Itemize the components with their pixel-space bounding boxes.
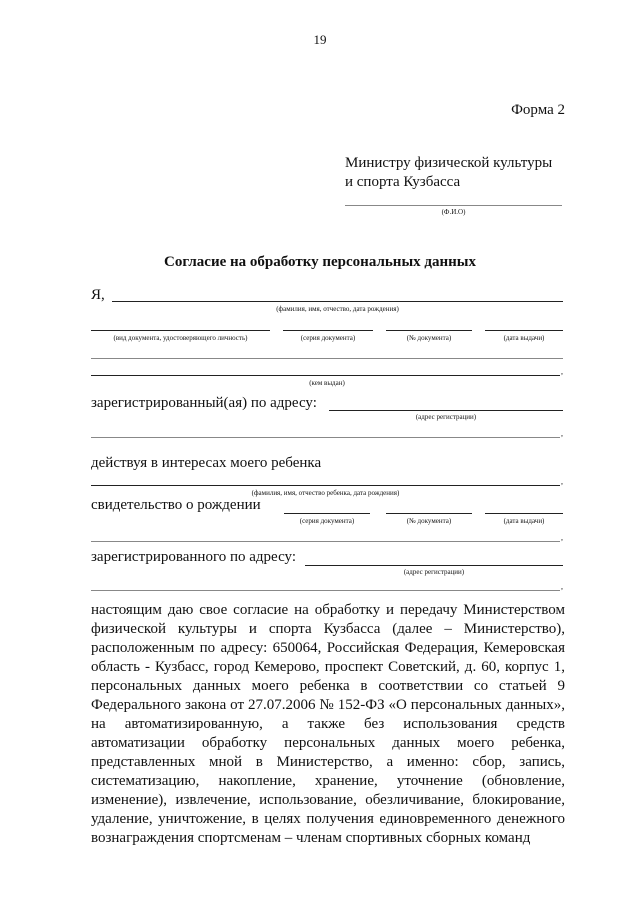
doc-type-caption: (вид документа, удостоверяющего личность) <box>113 334 248 342</box>
child-reg-address-line-2[interactable] <box>91 590 560 591</box>
reg-address-line-2[interactable] <box>91 437 560 438</box>
doc-number-caption: (№ документа) <box>406 334 452 342</box>
doc-number-line[interactable] <box>386 330 472 331</box>
issued-by-line-2[interactable] <box>91 375 560 376</box>
issue-date-line[interactable] <box>485 330 563 331</box>
child-registered-label: зарегистрированного по адресу: <box>91 549 296 565</box>
page-number: 19 <box>313 32 327 47</box>
doc-series-caption: (серия документа) <box>300 334 356 342</box>
consent-body-text: настоящим даю свое согласие на обработку и передачу Министерством физической культуры и спорта Кузбасса (далее – Министерство), расположенным по адресу: 650064, Российская Федерация, Кемеровская область - Кузбасс, город Кемерово, проспект Советский, д. 60, корпус 1, персональных данных моего ребенка в соответствии со статьей 9 Федерального закона от 27.07.2006 № 152-ФЗ «О персональных данных», на автоматизированную, а также без использования средств автоматизации обработку персональных данных моего ребенка, представленных мной в Министерство, а именно: сбор, запись, систематизацию, накопление, хранение, уточнение (обновление, изменение), извлечение, использование, обезличивание, блокирование, удаление, уничтожение, в целях получения единовременного денежного вознаграждения спортсменам – членам спортивных сборных команд <box>91 602 565 846</box>
doc-type-line[interactable] <box>91 330 270 331</box>
doc-series-line[interactable] <box>283 330 373 331</box>
document-title: Согласие на обработку персональных данных <box>163 254 476 270</box>
child-reg-address-line[interactable] <box>305 565 563 566</box>
child-fio-caption: (фамилия, имя, отчество ребенка, дата рождения) <box>251 489 400 497</box>
cert-series-caption: (серия документа) <box>299 517 355 525</box>
cert-number-caption: (№ документа) <box>406 517 452 525</box>
registered-label: зарегистрированный(ая) по адресу: <box>91 395 317 411</box>
fio-field-line[interactable] <box>112 301 563 302</box>
birth-cert-label: свидетельство о рождении <box>91 497 261 513</box>
issued-by-caption: (кем выдан) <box>309 379 345 387</box>
reg-address-line[interactable] <box>329 410 563 411</box>
cert-date-line[interactable] <box>485 513 563 514</box>
ya-label: Я, <box>91 287 105 303</box>
fio-caption: (фамилия, имя, отчество, дата рождения) <box>276 305 399 313</box>
child-reg-address-caption: (адрес регистрации) <box>403 568 465 576</box>
form-label: Форма 2 <box>511 102 565 118</box>
reg-address-caption: (адрес регистрации) <box>415 413 477 421</box>
comma: , <box>561 582 563 591</box>
comma: , <box>561 367 563 376</box>
child-fio-line[interactable] <box>91 485 560 486</box>
birth-cert-line-2[interactable] <box>91 541 560 542</box>
recipient-block <box>345 154 552 192</box>
recipient-line-2: и спорта Кузбасса <box>345 174 461 190</box>
cert-number-line[interactable] <box>386 513 472 514</box>
comma: , <box>561 477 563 486</box>
recipient-line-1: Министру физической культуры <box>345 155 553 171</box>
acting-label: действуя в интересах моего ребенка <box>91 455 322 471</box>
cert-date-caption: (дата выдачи) <box>503 517 545 525</box>
comma: , <box>561 533 563 542</box>
comma: , <box>561 429 563 438</box>
recipient-fio-caption: (Ф.И.О) <box>441 208 466 216</box>
issue-date-caption: (дата выдачи) <box>503 334 545 342</box>
issued-by-line-1[interactable] <box>91 358 563 359</box>
cert-series-line[interactable] <box>284 513 370 514</box>
recipient-fio-line[interactable] <box>345 205 562 206</box>
